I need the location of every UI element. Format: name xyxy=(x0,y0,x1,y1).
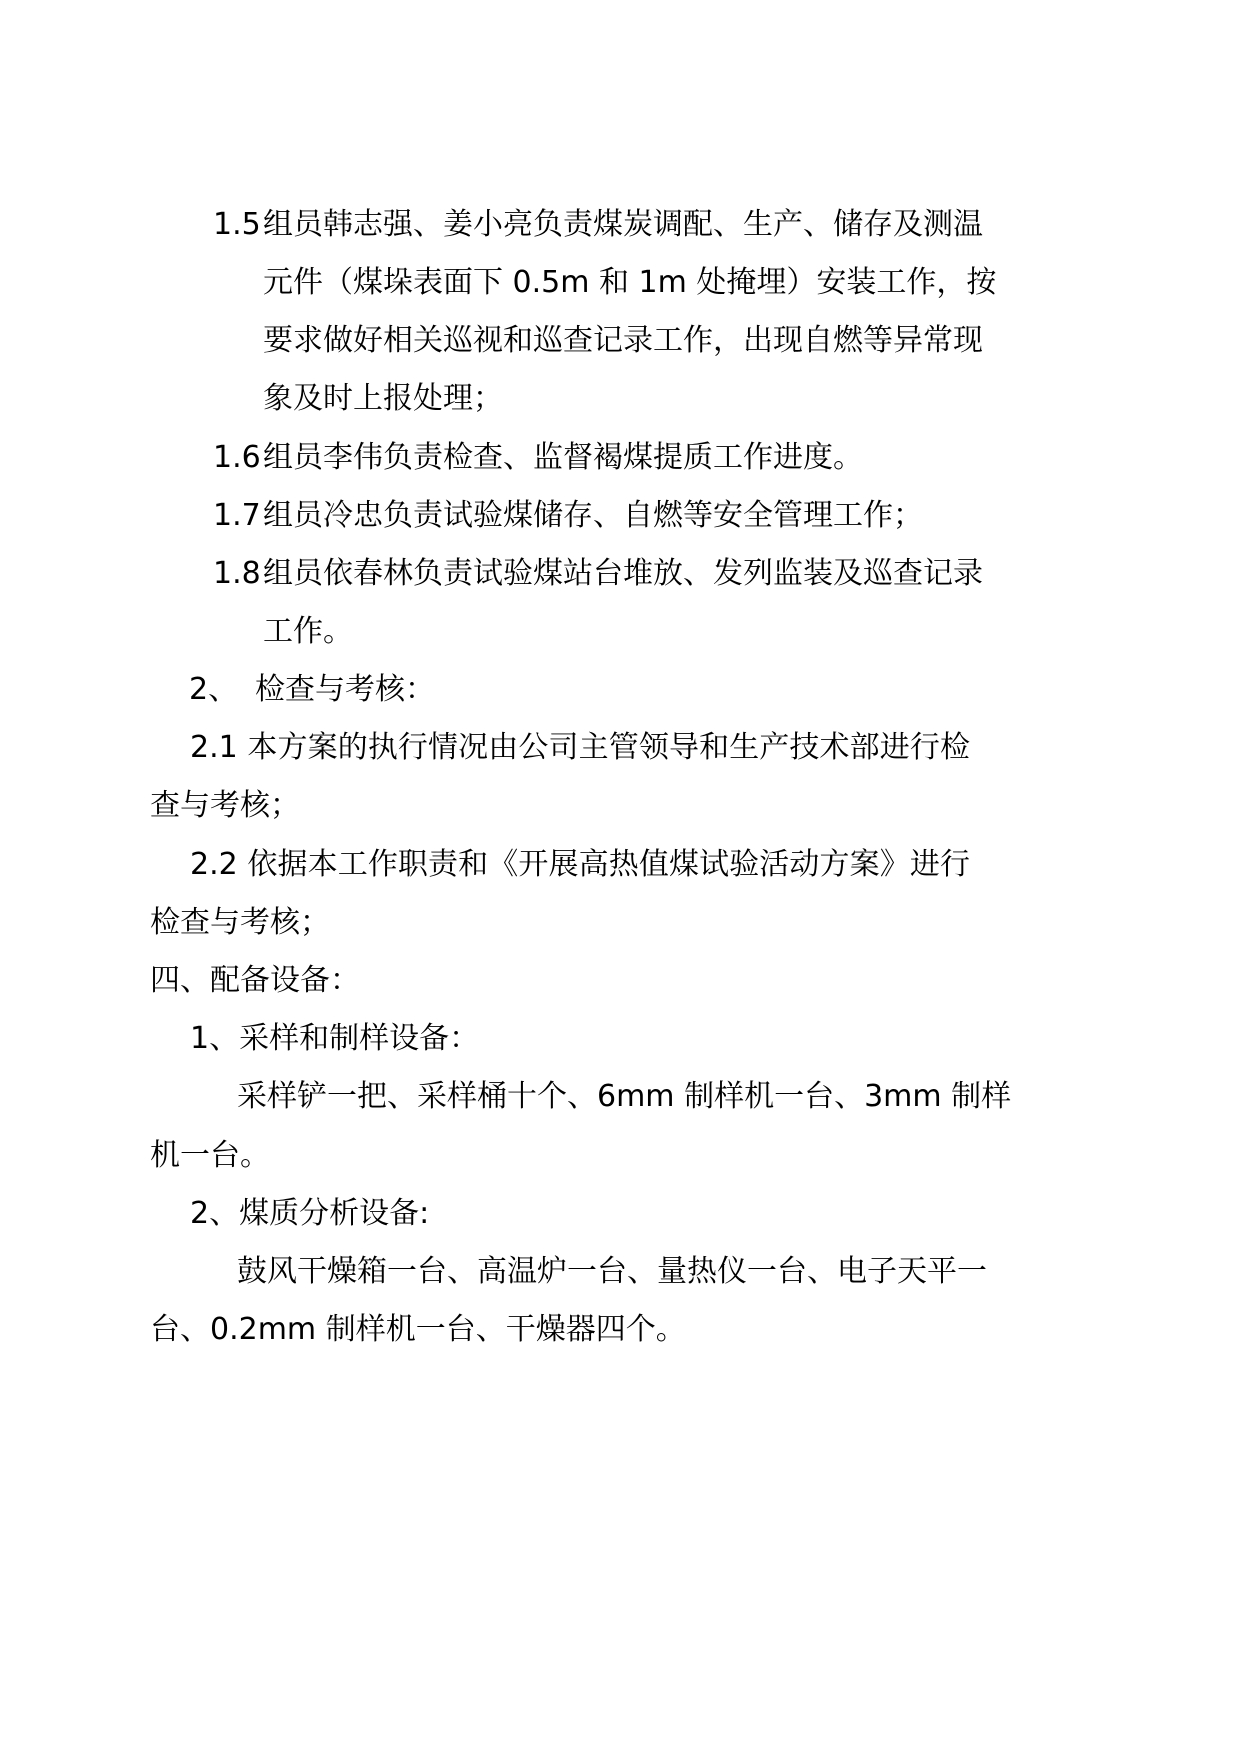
item-line: 组员依春林负责试验煤站台堆放、发列监装及巡查记录 xyxy=(263,556,983,591)
item-number: 1.5 xyxy=(213,207,261,242)
item-line: 象及时上报处理； xyxy=(263,381,503,416)
paragraph-line: 2.1 本方案的执行情况由公司主管领导和生产技术部进行检 xyxy=(190,730,970,765)
item-number: 1.6 xyxy=(213,440,261,475)
item-number: 1.8 xyxy=(213,556,261,591)
item-line: 要求做好相关巡视和巡查记录工作，出现自燃等异常现 xyxy=(263,323,983,358)
paragraph-line: 机一台。 xyxy=(150,1138,270,1173)
subsection-heading: 1、采样和制样设备： xyxy=(190,1021,480,1056)
section-heading: 检查与考核： xyxy=(255,672,435,707)
section-heading: 四、配备设备： xyxy=(150,963,360,998)
item-line: 组员李伟负责检查、监督褐煤提质工作进度。 xyxy=(263,440,863,475)
section-number: 2、 xyxy=(189,672,239,707)
paragraph-line: 台、0.2mm 制样机一台、干燥器四个。 xyxy=(150,1312,686,1347)
paragraph-line: 鼓风干燥箱一台、高温炉一台、量热仪一台、电子天平一 xyxy=(237,1254,987,1289)
item-number: 1.7 xyxy=(213,498,261,533)
item-line: 组员韩志强、姜小亮负责煤炭调配、生产、储存及测温 xyxy=(263,207,983,242)
item-line: 组员冷忠负责试验煤储存、自燃等安全管理工作； xyxy=(263,498,923,533)
subsection-heading: 2、煤质分析设备: xyxy=(190,1196,430,1231)
item-line: 元件（煤垛表面下 0.5m 和 1m 处掩埋）安装工作，按 xyxy=(263,265,997,300)
paragraph-line: 查与考核； xyxy=(150,788,300,823)
item-line: 工作。 xyxy=(263,614,353,649)
paragraph-line: 采样铲一把、采样桶十个、6mm 制样机一台、3mm 制样 xyxy=(237,1079,1012,1114)
paragraph-line: 2.2 依据本工作职责和《开展高热值煤试验活动方案》进行 xyxy=(190,847,970,882)
paragraph-line: 检查与考核； xyxy=(150,905,330,940)
